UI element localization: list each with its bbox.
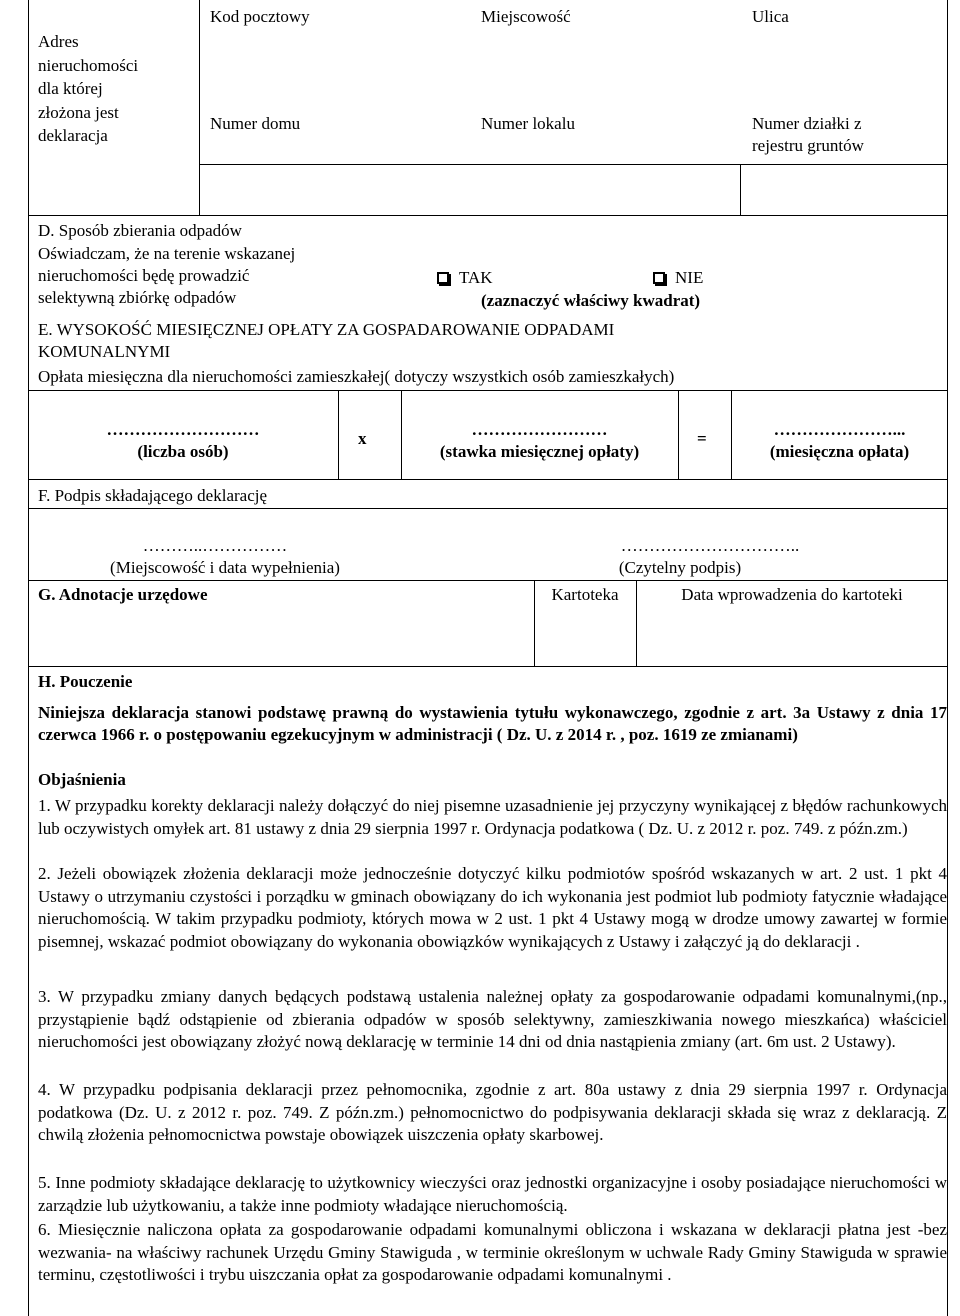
explanation-1: 1. W przypadku korekty deklaracji należy dołączyć do niej pisemne uzasadnienie jej przyczyny wynikającej z błędów rachunkowych lub oczywistych omyłek art. 81 ustawy z dnia 29 sierpnia 1997 r. Ordynacja podatkowa ( Dz. U. z 2012 r. poz. 749. z późn.zm.) xyxy=(38,796,947,838)
house-number-field[interactable] xyxy=(199,164,741,216)
section-d-title: D. Sposób zbierania odpadów xyxy=(38,221,242,240)
yes-option[interactable] xyxy=(437,267,493,289)
section-f-title: F. Podpis składającego deklarację xyxy=(38,486,268,505)
section-e-subtitle: Opłata miesięczna dla nieruchomości zamieszkałej( dotyczy wszystkich osób zamieszkałych) xyxy=(38,367,675,386)
check-hint: (zaznaczyć właściwy kwadrat) xyxy=(481,291,701,310)
equals-sign: = xyxy=(697,429,707,448)
section-g-title: G. Adnotacje urzędowe xyxy=(38,585,208,604)
explanation-4: 4. W przypadku podpisania deklaracji przez pełnomocnika, zgodnie z art. 80a ustawy z dnia 29 sierpnia 1997 r. Ordynacja podatkowa (Dz. U. z 2012 r. poz. 749. Z późn.zm.) pełnomocnictwo do podpisywania deklaracji składa się wraz z deklaracją. Z chwilą złożenia pełnomocnictwa powstaje obowiązek uiszczenia opłaty skarbowej. xyxy=(38,1080,947,1144)
plot-number-field[interactable] xyxy=(740,164,948,216)
house-number-label: Numer domu xyxy=(210,114,301,133)
selective-collection-statement: Oświadczam, że na terenie wskazanej nieruchomości będę prowadzić selektywną zbiórkę odpadów xyxy=(38,244,296,307)
section-h-title: H. Pouczenie xyxy=(38,672,133,691)
no-label: NIE xyxy=(675,268,704,287)
explanation-2: 2. Jeżeli obowiązek złożenia deklaracji może jednocześnie dotyczyć kilku podmiotów spośród wskazanych w art. 2 ust. 1 pkt 4 Ustawy o utrzymaniu czystości i porządku w gminach obowiązany do ich wykonania jest podmiot lub podmioty fatycznie władające nieruchomością. W takim przypadku podmioty, których mowa w 2 ust. 1 pkt 4 Ustawy mogą w drodze umowy zawartej w formie pisemnej, wskazać podmiot obowiązany do wykonania obowiązków wynikających z Ustawy i załączyć ją do deklaracji . xyxy=(38,864,947,951)
yes-label: TAK xyxy=(459,268,493,287)
no-option[interactable] xyxy=(653,267,703,289)
explanation-5: 5. Inne podmioty składające deklarację to użytkownicy wieczyści oraz jednostki organizacyjne i osoby posiadające nieruchomości w zarządzie lub użytkowaniu, a także inne podmioty władające nieruchomością. xyxy=(38,1173,947,1215)
checkbox-icon[interactable] xyxy=(437,272,449,284)
multiply-sign: x xyxy=(358,429,367,448)
persons-label: (liczba osób) xyxy=(137,442,229,461)
place-date-label: (Miejscowość i data wypełnienia) xyxy=(110,558,340,577)
fee-divider xyxy=(338,390,339,480)
rate-label: (stawka miesięcznej opłaty) xyxy=(439,442,640,461)
explanation-6: 6. Miesięcznie naliczona opłata za gospodarowanie odpadami komunalnymi obliczona i wskazana w deklaracji płatna jest -bez wezwania- na właściwy rachunek Urzędu Gminy Stawiguda , w terminie określonym w uchwale Rady Gminy Stawiguda w sprawie terminu, częstotliwości i trybu uiszczania opłat za gospodarowanie odpadami komunalnymi . xyxy=(38,1220,947,1284)
explanation-3: 3. W przypadku zmiany danych będących podstawą ustalenia należnej opłaty za gospodarowanie odpadami komunalnymi,(np., przystąpienie bądź odstąpienie od zbierania odpadów w sposób selektywny, zamieszkiwania nowego mieszkańca) właściciel nieruchomości jest obowiązany złożyć nową deklarację w terminie 14 dni od dnia nastąpienia zmiany (art. 6m ust. 2 Ustawy). xyxy=(38,987,947,1051)
plot-number-label: Numer działki z rejestru gruntów xyxy=(752,114,864,155)
place-date-dots[interactable]: ………..…………… xyxy=(142,536,288,555)
explanations-title: Objaśnienia xyxy=(38,770,126,789)
rate-dots[interactable]: …………………… xyxy=(471,420,608,439)
monthly-fee-label: (miesięczna opłata) xyxy=(769,442,910,461)
address-label: Adres nieruchomości dla której złożona jest deklaracja xyxy=(38,32,139,145)
postal-code-label: Kod pocztowy xyxy=(210,7,310,26)
monthly-fee-dots[interactable]: …………………... xyxy=(773,420,906,439)
section-f-divider xyxy=(28,508,948,509)
persons-dots[interactable]: ……………………… xyxy=(106,420,260,439)
signature-label: (Czytelny podpis) xyxy=(618,558,742,577)
street-label: Ulica xyxy=(752,7,789,26)
city-label: Miejscowość xyxy=(481,7,571,26)
section-e-title: E. WYSOKOŚĆ MIESIĘCZNEJ OPŁATY ZA GOSPADAROWANIE ODPADAMI KOMUNALNYMI xyxy=(38,320,615,361)
signature-dots[interactable]: ………………………….. xyxy=(620,536,800,555)
flat-number-label: Numer lokalu xyxy=(481,114,575,133)
legal-basis-note: Niniejsza deklaracja stanowi podstawę prawną do wystawienia tytułu wykonawczego, zgodnie z art. 3a Ustawy z dnia 17 czerwca 1966 r. o postępowaniu egzekucyjnym w administracji ( Dz. U. z 2014 r. , poz. 1619 ze zmianami) xyxy=(38,703,947,744)
fee-divider xyxy=(678,390,679,480)
checkbox-icon[interactable] xyxy=(653,272,665,284)
file-label: Kartoteka xyxy=(551,585,619,604)
entry-date-label: Data wprowadzenia do kartoteki xyxy=(681,585,903,604)
